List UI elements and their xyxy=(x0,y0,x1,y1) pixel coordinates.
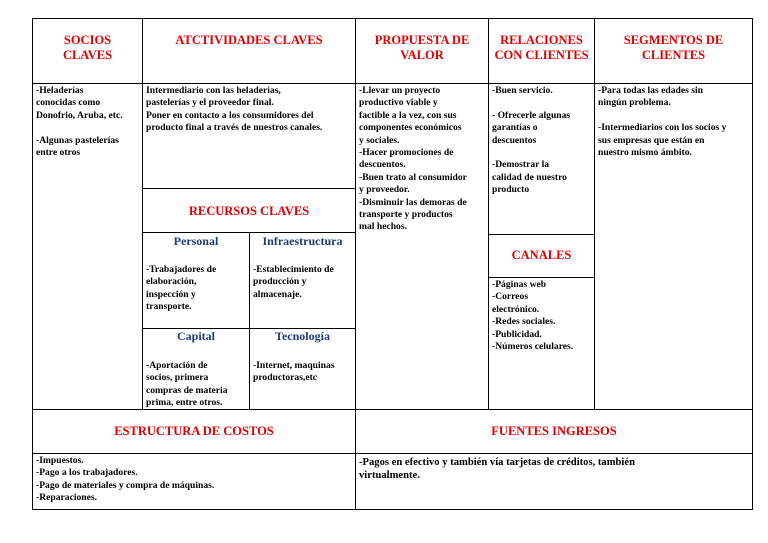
socios-body: -Heladerías conocidas como Donofrio, Aruba, etc. -Algunas pastelerías entre otros xyxy=(36,85,123,159)
ingresos-body: -Pagos en efectivo y también vía tarjetas de créditos, también virtualmente. xyxy=(359,457,635,481)
canales-body: -Páginas web -Correos electrónico. -Redes sociales. -Publicidad. -Números celulares. xyxy=(492,279,574,353)
ingresos-title: FUENTES INGRESOS xyxy=(491,424,617,438)
canales-title: CANALES xyxy=(511,248,572,262)
recursos-title: RECURSOS CLAVES xyxy=(188,204,310,218)
relaciones-title: RELACIONES CON CLIENTES xyxy=(494,33,589,62)
socios-title: SOCIOS CLAVES xyxy=(62,33,113,62)
costos-title: ESTRUCTURA DE COSTOS xyxy=(114,424,274,438)
capital-body: -Aportación de socios, primera compras de materia prima, entre otros. xyxy=(146,360,228,409)
infraestructura-title: Infraestructura xyxy=(262,234,343,248)
relaciones-body: -Buen servicio. - Ofrecerle algunas garantías o descuentos -Demostrar la calidad de nuestro producto xyxy=(492,85,571,196)
capital-title: Capital xyxy=(176,329,215,343)
costos-body: -Impuestos. -Pago a los trabajadores. -Pago de materiales y compra de máquinas. -Reparaciones. xyxy=(36,455,215,504)
segmentos-title: SEGMENTOS DE CLIENTES xyxy=(623,33,724,62)
segmentos-body: -Para todas las edades sin ningún problema. -Intermediarios con los socios y sus empresas que están en nuestro mismo ámbito. xyxy=(598,85,727,159)
infraestructura-body: -Establecimiento de producción y almacenaje. xyxy=(253,264,334,300)
personal-title: Personal xyxy=(173,234,219,248)
tecnologia-title: Tecnología xyxy=(275,329,330,343)
actividades-header-cell xyxy=(142,18,356,84)
actividades-title: ATCTIVIDADES CLAVES xyxy=(175,33,323,47)
personal-body: -Trabajadores de elaboración, inspección y transporte. xyxy=(146,264,217,313)
propuesta-title: PROPUESTA DE VALOR xyxy=(374,33,470,62)
actividades-body: Intermediario con las heladerías, pastelerías y el proveedor final. Poner en contacto a los consumidores del producto final a través de nuestros canales. xyxy=(146,85,323,134)
propuesta-body: -Llevar un proyecto productivo viable y factible a la vez, con sus componentes económicos y sociales. -Hacer promociones de descuentos. -Buen trato al consumidor y proveedor. -Disminuir las demoras de transporte y productos mal hechos. xyxy=(359,85,467,233)
tecnologia-body: -Internet, maquinas productoras,etc xyxy=(253,360,335,384)
